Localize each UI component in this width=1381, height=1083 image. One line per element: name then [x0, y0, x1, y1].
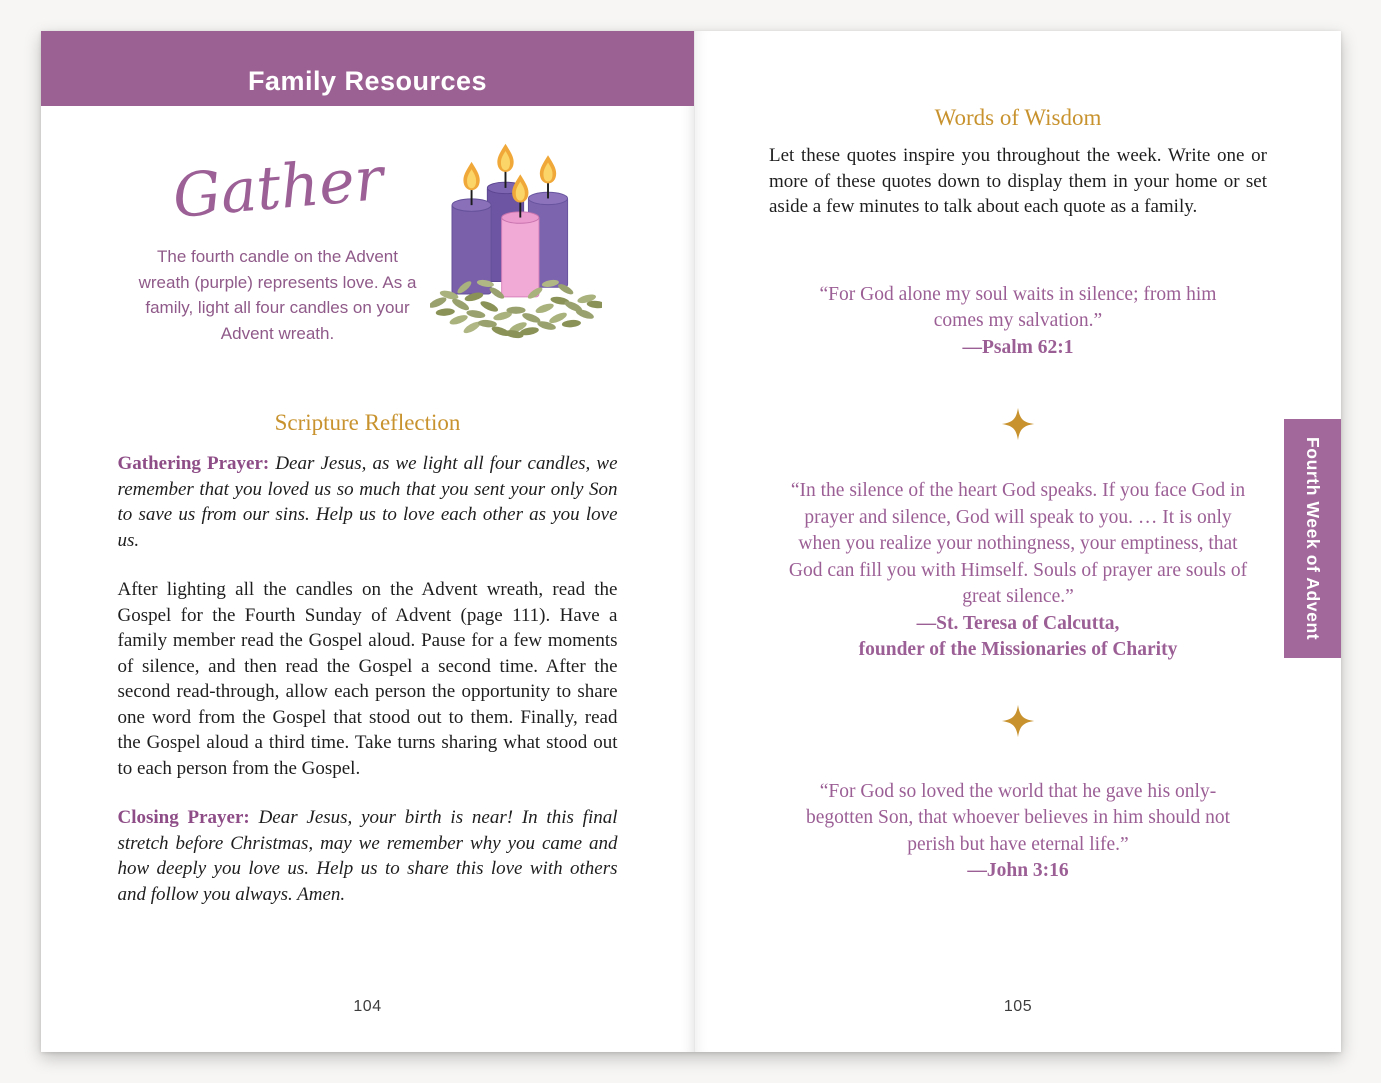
page-number-right: 105 — [1003, 998, 1033, 1015]
page-right — [694, 31, 1341, 1052]
flame-icon — [497, 144, 513, 172]
closing-prayer-text: Dear Jesus, your birth is near! In this final stretch before Christmas, may we remember why you came and how deeply you love us. Help us to share this love with others and follow you always. Amen. — [117, 807, 618, 905]
quote-john — [695, 779, 1341, 885]
flame-icon — [463, 162, 479, 190]
quote-st-teresa — [695, 478, 1341, 664]
quote-attribution: —Psalm 62:1 — [962, 336, 1074, 358]
closing-prayer-paragraph — [118, 805, 618, 907]
quote-attribution-line2: founder of the Missionaries of Charity — [858, 639, 1178, 660]
flame-icon — [512, 174, 528, 202]
star-ornament-icon — [695, 704, 1341, 743]
quote-psalm — [695, 282, 1341, 362]
book-spread — [41, 31, 1341, 1052]
quote-text: “For God so loved the world that he gave his only-begotten Son, that whoever believes in him should not perish but have eternal life.” — [805, 780, 1231, 855]
chapter-tab-label: Fourth Week of Advent — [1303, 436, 1323, 641]
page-left — [41, 31, 694, 1052]
gather-text-column — [134, 140, 422, 346]
star-ornament-icon — [695, 407, 1341, 446]
flame-icon — [539, 155, 555, 183]
gathering-prayer-label: Gathering Prayer: — [117, 453, 270, 474]
advent-wreath-illustration — [430, 140, 602, 340]
gather-caption: The fourth candle on the Advent wreath (purple) represents love. As a family, light all four candles on your Advent wreath. — [138, 247, 417, 343]
gospel-instructions-paragraph: After lighting all the candles on the Advent wreath, read the Gospel for the Fourth Sunday of Advent (page 111). Have a family member read the Gospel aloud. Pause for a few moments of silence, and then read the Gospel a second time. After the second read-through, allow each person the opportunity to share one word from the Gospel that stood out to them. Finally, read the Gospel aloud a third time. Take turns sharing what stood out to each person from the Gospel. — [117, 579, 618, 779]
closing-prayer-label: Closing Prayer: — [117, 807, 250, 828]
quote-text: “In the silence of the heart God speaks. If you face God in prayer and silence, God will speak to you. … It is only when you realize your nothingness, your emptiness, that God can fill you with Himself. Souls of prayer are souls of great silence.” — [788, 480, 1248, 607]
quote-attribution: —John 3:16 — [967, 860, 1069, 881]
gathering-prayer-text: Dear Jesus, as we light all four candles, we remember that you loved us so much that you sent your only Son to save us from our sins. Help us to love each other as you love us. — [117, 453, 618, 551]
family-resources-banner — [41, 31, 694, 106]
gather-script-title: Gather — [169, 143, 386, 233]
quote-attribution: —St. Teresa of Calcutta, — [916, 612, 1120, 634]
words-of-wisdom-intro: Let these quotes inspire you throughout the week. Write one or more of these quotes down to display them in your home or set aside a few minutes to talk about each quote as a family. — [769, 145, 1267, 217]
scripture-reflection-heading: Scripture Reflection — [274, 410, 461, 435]
banner-title: Family Resources — [247, 66, 488, 96]
words-of-wisdom-heading: Words of Wisdom — [934, 105, 1102, 130]
chapter-tab-fourth-week-of-advent — [1284, 419, 1341, 658]
page-number-left: 104 — [353, 998, 382, 1015]
gather-section — [41, 140, 694, 346]
quote-text: “For God alone my soul waits in silence; from him comes my salvation.” — [819, 283, 1217, 331]
gathering-prayer-paragraph — [118, 451, 618, 553]
